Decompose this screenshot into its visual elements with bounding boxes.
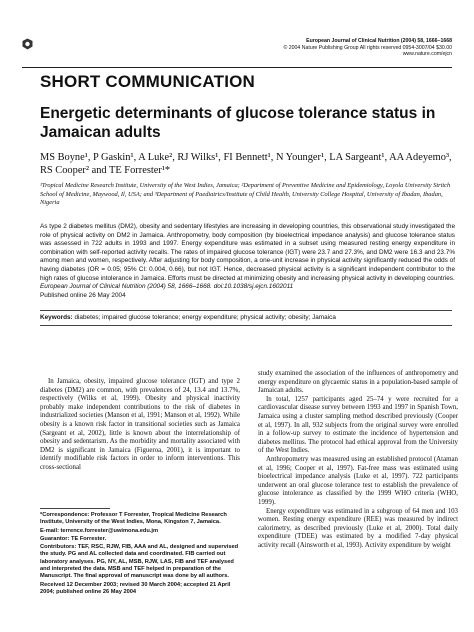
contributors-note: Contributors: TEF, RSC, RJW, FIB, AAA and AL, designed and supervised the study. PG and AL collected data and coordinated. FIB carried out laboratory analyses. PG, NY, AL, MSB, RJW, LAS, FIB and TEF analysed and interpreted the data. MSB and TEF helped in preparation of the Manuscript. The final approval of manuscript was done by all authors. [40, 544, 239, 580]
journal-url[interactable]: www.nature.com/ejcn [402, 51, 452, 58]
journal-header [102, 38, 452, 58]
keywords-text: diabetes; impaired glucose tolerance; energy expenditure; physical activity; obesity; Jamaica [74, 314, 336, 321]
abstract-citation: European Journal of Clinical Nutrition (2004) 58, 1666–1668. doi:10.1038/sj.ejcn.1602011 [40, 283, 294, 291]
published-date: Published online 26 May 2004 [40, 291, 126, 299]
keywords [40, 314, 455, 322]
correspondence-email[interactable]: E-mail: terrence.forrester@uwimona.edu.jm [40, 527, 159, 534]
intro-paragraph: In Jamaica, obesity, impaired glucose tolerance (IGT) and type 2 diabetes (DM2) are common, with prevalences of 24, 13.4 and 13.7%, respectively (Wilks et al, 1999). Obesity and physical inactivity probably make independent contributions to the risk of diabetes in industrialized societies (Manson et al, 1991; Manson et al, 1992). While obesity is a known risk factor in transitional societies such as Jamaica (Sargeant et al, 2002), little is known about the interrelationship of obesity and sedentarism. As the morbidity and mortality associated with DM2 is significant in Jamaica (Figueroa, 2001), it is important to identify modifiable risk factors in order to inform interventions. This cross-sectional [40, 378, 240, 471]
journal-seal-icon [22, 38, 33, 50]
correspondence-note: *Correspondence: Professor T Forrester, Tropical Medicine Research Institute, University of the West Indies, Mona, Kingston 7, Jamaica. [40, 512, 227, 526]
body-paragraph: study examined the association of the influences of anthropometry and energy expenditure on glycaemic status in a population-based sample of Jamaican adults. [258, 370, 458, 395]
section-title: SHORT COMMUNICATION [40, 72, 256, 91]
right-column [258, 370, 458, 550]
affiliations: ¹Tropical Medicine Research Institute, University of the West Indies, Jamaica; ²Department of Preventive Medicine and Epidemiology, Loyola University Stritch School of Medicine, Maywood, Il, USA; and ³Department of Paediatrics/Institute of Child Health, University College Hospital, University of Ibadan, Ibadan, Nigeria [40, 182, 451, 207]
received-dates: Received 12 December 2003; revised 30 March 2004; accepted 21 April 2004; published online 26 May 2004 [40, 581, 231, 595]
body-paragraph: In total, 1257 participants aged 25–74 y were recruited for a cardiovascular disease survey between 1993 and 1997 in Spanish Town, Jamaica using a cluster sampling method described previously (Cooper et al, 1997). In all, 932 subjects from the original survey were enrolled in a follow-up survey to estimate the incidence of hypertension and diabetes mellitus. The protocol had ethical approval from the University of the West Indies. [258, 395, 458, 455]
abstract [40, 223, 455, 300]
journal-citation-line: European Journal of Clinical Nutrition (2004) 58, 1666–1668 [306, 38, 452, 44]
abstract-body: As type 2 diabetes mellitus (DM2), obesity and sedentary lifestyles are increasing in developing countries, this observational study investigated the role of physical activity on DM2 in Jamaica. Anthropometry, body composition (by bioelectrical impedance analysis) and glucose tolerance status was assessed in 722 adults in 1993 and 1997. Energy expenditure was estimated in a subset using measured resting energy expenditure in combination with self-reported activity recalls. The rates of impaired glucose tolerance (IGT) were 23.7 and 27.3%, and DM2 were 16.3 and 23.7% among men and women, respectively. After adjusting for body composition, a one-unit increase in physical activity significantly reduced the odds of having diabetes (OR = 0.05; 95% CI: 0.004, 0.66), but not IGT. Hence, decreased physical activity is a significant independent contributor to the high rates of glucose intolerance in Jamaica. Efforts must be directed at minimizing obesity and increasing physical activity in developing countries. [40, 223, 455, 282]
header-divider [22, 67, 452, 68]
keywords-bottom-rule [40, 325, 452, 326]
journal-copyright-line: © 2004 Nature Publishing Group All rights reserved 0954-3007/04 $30.00 [283, 44, 452, 51]
keywords-label: Keywords: [40, 314, 73, 321]
article-title: Energetic determinants of glucose tolerance status in Jamaican adults [40, 105, 436, 141]
guarantor-note: Guarantor: TE Forrester. [40, 535, 107, 542]
author-list: MS Boyne¹, P Gaskin¹, A Luke², RJ Wilks¹, FI Bennett¹, N Younger¹, LA Sargeant¹, AA Adeyemo³, RS Cooper² and TE Forrester¹* [40, 152, 452, 176]
keywords-top-rule [40, 310, 452, 311]
footnote-rule [40, 508, 110, 509]
body-paragraph: Energy expenditure was estimated in a subgroup of 64 men and 103 women. Resting energy expenditure (REE) was measured by indirect calorimetry, as described previously (Luke et al, 2000). Total daily expenditure (TDEE) was estimated by a modified 7-day physical activity recall (Ainsworth et al, 1993). Activity expenditure by weight [258, 507, 458, 549]
body-paragraph: Anthropometry was measured using an established protocol (Ataman et al, 1996; Cooper et al, 1997). Fat-free mass was estimated using bioelectrical impedance analysis (Luke et al, 1997). 722 participants underwent an oral glucose tolerance test to establish the prevalence of glucose intolerance as classified by the 1999 WHO criteria (WHO, 1999). [258, 455, 458, 506]
footnotes [40, 512, 240, 596]
left-column [40, 378, 240, 473]
